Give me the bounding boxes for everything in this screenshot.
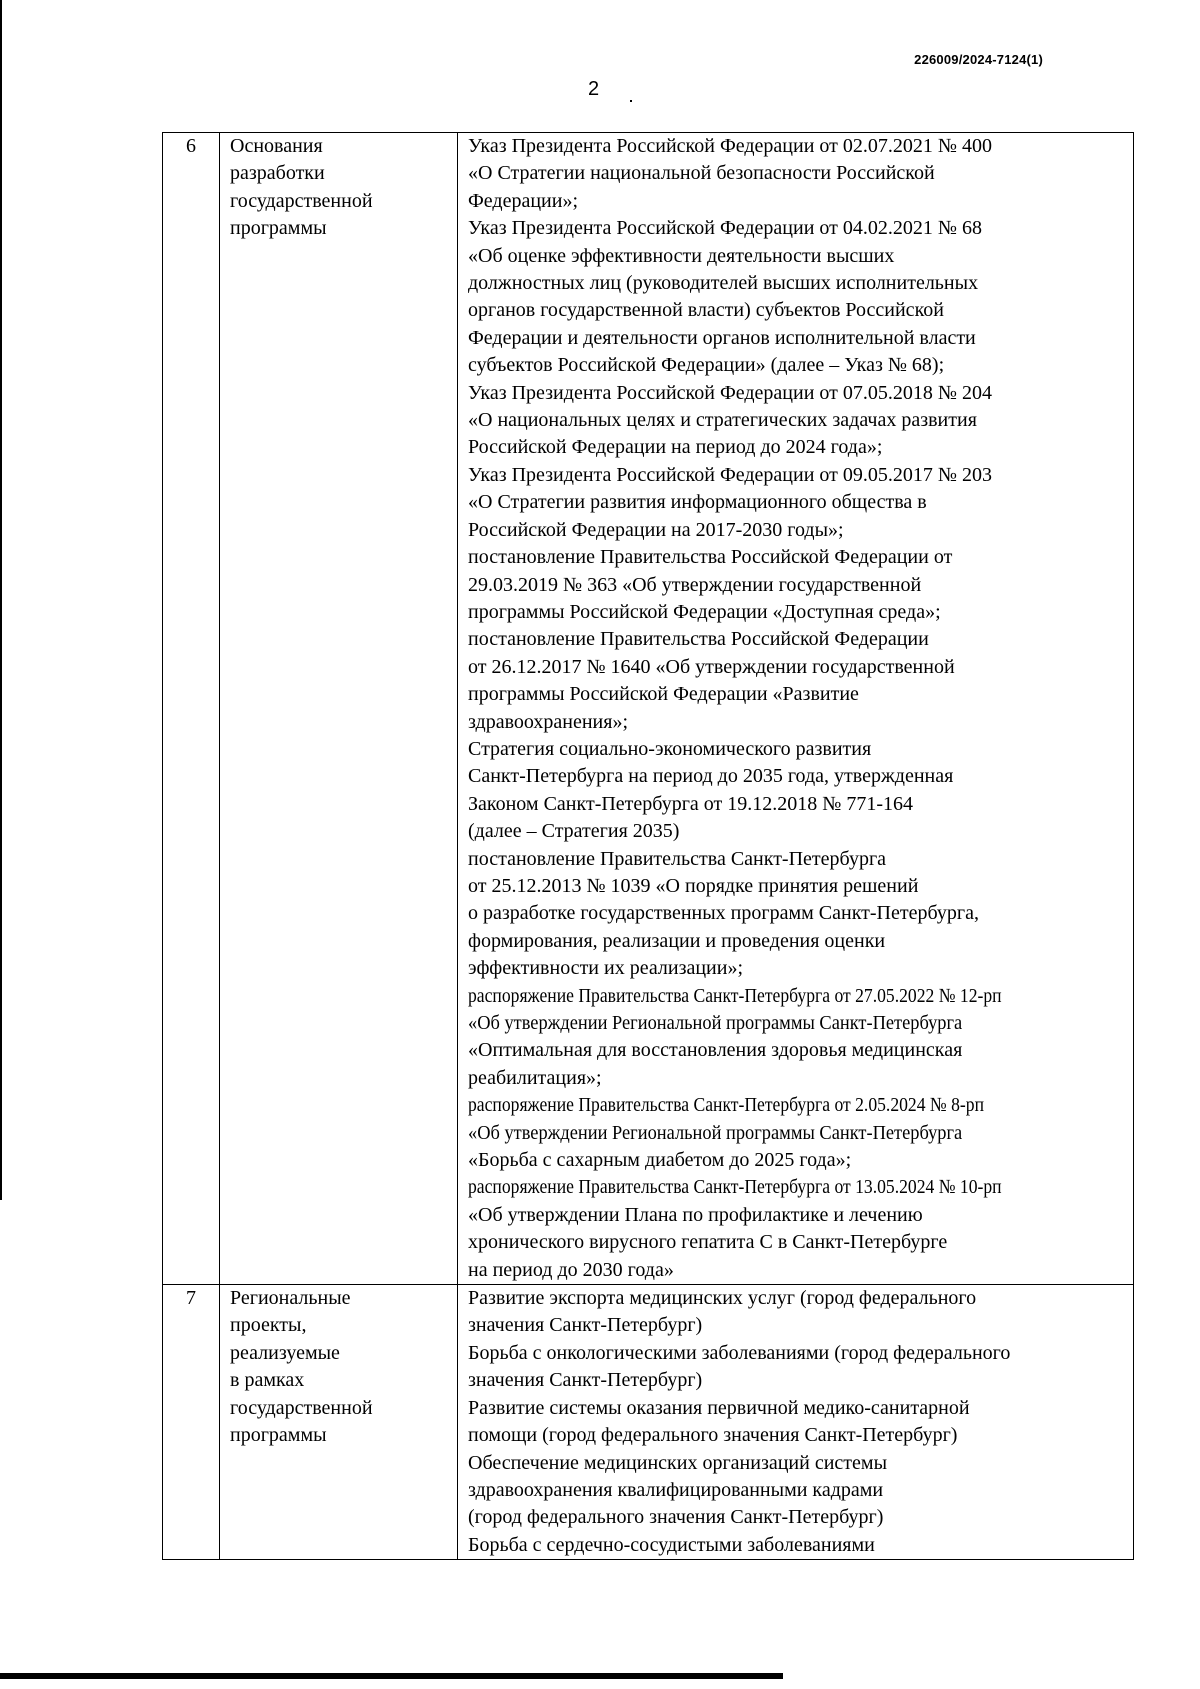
program-passport-table <box>162 132 1134 1560</box>
document-id: 226009/2024-7124(1) <box>914 52 1043 67</box>
content-line: Борьба с онкологическими заболеваниями (город федерального <box>468 1341 1011 1364</box>
content-line: «О Стратегии развития информационного общества в <box>468 491 927 514</box>
content-line: о разработке государственных программ Санкт-Петербурга, <box>468 902 979 925</box>
content-line: Развитие системы оказания первичной медико-санитарной <box>468 1396 970 1419</box>
content-line: здравоохранения квалифицированными кадрами <box>468 1478 884 1501</box>
scan-edge-bottom <box>0 1673 783 1679</box>
content-line: значения Санкт-Петербург) <box>468 1369 703 1392</box>
content-line: значения Санкт-Петербург) <box>468 1314 703 1337</box>
content-line: программы Российской Федерации «Развитие <box>468 683 859 706</box>
content-line: «Об утверждении Региональной программы Санкт-Петербурга <box>468 1121 963 1144</box>
content-line: распоряжение Правительства Санкт-Петербурга от 27.05.2022 № 12-рп <box>468 984 1002 1007</box>
content-line: постановление Правительства Санкт-Петербурга <box>468 847 887 870</box>
content-line: Указ Президента Российской Федерации от 07.05.2018 № 204 <box>468 381 992 404</box>
content-line: «Об оценке эффективности деятельности высших <box>468 244 895 267</box>
content-line: программы Российской Федерации «Доступная среда»; <box>468 600 941 623</box>
content-line: от 25.12.2013 № 1039 «О порядке принятия решений <box>468 874 919 897</box>
content-line: Законом Санкт-Петербурга от 19.12.2018 № 771-164 <box>468 792 913 815</box>
content-line: Федерации»; <box>468 189 579 212</box>
row-name-line: разработки <box>230 162 325 185</box>
content-line: должностных лиц (руководителей высших исполнительных <box>468 272 979 295</box>
content-line: Развитие экспорта медицинских услуг (город федерального <box>468 1287 977 1310</box>
content-line: распоряжение Правительства Санкт-Петербурга от 2.05.2024 № 8-рп <box>468 1094 984 1117</box>
content-line: органов государственной власти) субъектов Российской <box>468 299 944 322</box>
row-name-line: государственной <box>230 1396 373 1419</box>
content-line: «Оптимальная для восстановления здоровья медицинская <box>468 1039 963 1062</box>
content-line: «Об утверждении Региональной программы Санкт-Петербурга <box>468 1012 963 1034</box>
table-row <box>163 133 1134 1285</box>
content-line: формирования, реализации и проведения оценки <box>468 929 886 952</box>
row-name-line: Региональные <box>230 1287 351 1310</box>
content-line: реабилитация»; <box>468 1066 602 1089</box>
content-line: постановление Правительства Российской Федерации <box>468 628 929 651</box>
row-name-line: проекты, <box>230 1314 307 1337</box>
content-line: Федерации и деятельности органов исполнительной власти <box>468 326 976 349</box>
content-line: (город федерального значения Санкт-Петербург) <box>468 1506 884 1529</box>
page-number: 2 <box>588 78 600 100</box>
row-number: 6 <box>163 133 220 1285</box>
content-line: Российской Федерации на 2017-2030 годы»; <box>468 518 844 541</box>
row-name-line: Основания <box>230 135 323 157</box>
content-line: Российской Федерации на период до 2024 года»; <box>468 436 883 459</box>
content-line: «О Стратегии национальной безопасности Российской <box>468 162 935 185</box>
content-line: Борьба с сердечно-сосудистыми заболеваниями <box>468 1533 875 1556</box>
content-line: распоряжение Правительства Санкт-Петербурга от 13.05.2024 № 10-рп <box>468 1176 1002 1199</box>
row-name-line: программы <box>230 217 327 240</box>
content-line: Обеспечение медицинских организаций системы <box>468 1451 888 1474</box>
row-content-cell <box>458 133 1134 1285</box>
row-name-line: реализуемые <box>230 1341 340 1364</box>
content-line: Санкт-Петербурга на период до 2035 года, утвержденная <box>468 765 954 788</box>
page-mark-dot <box>630 100 632 102</box>
content-line: (далее – Стратегия 2035) <box>468 820 680 843</box>
content-line: от 26.12.2017 № 1640 «Об утверждении государственной <box>468 655 955 678</box>
row-name-cell <box>220 1285 458 1560</box>
content-line: здравоохранения»; <box>468 710 629 733</box>
content-line: «Борьба с сахарным диабетом до 2025 года»; <box>468 1149 852 1172</box>
row-name-cell <box>220 133 458 1285</box>
content-line: Стратегия социально-экономического развития <box>468 737 872 760</box>
row-name-line: программы <box>230 1424 327 1447</box>
content-line: субъектов Российской Федерации» (далее – Указ № 68); <box>468 354 945 377</box>
content-line: Указ Президента Российской Федерации от 04.02.2021 № 68 <box>468 217 982 240</box>
content-line: «О национальных целях и стратегических задачах развития <box>468 409 977 432</box>
row-name-line: в рамках <box>230 1369 305 1392</box>
content-line: Указ Президента Российской Федерации от 02.07.2021 № 400 <box>468 135 992 157</box>
table-row <box>163 1285 1134 1560</box>
row-name-line: государственной <box>230 189 373 212</box>
content-line: помощи (город федерального значения Санкт-Петербург) <box>468 1424 958 1447</box>
scan-edge-left <box>0 0 2 1200</box>
row-content-cell <box>458 1285 1134 1560</box>
content-line: хронического вирусного гепатита С в Санкт-Петербурге <box>468 1231 948 1254</box>
content-line: эффективности их реализации»; <box>468 957 744 980</box>
content-line: «Об утверждении Плана по профилактике и лечению <box>468 1203 923 1226</box>
content-line: на период до 2030 года» <box>468 1258 674 1281</box>
row-number: 7 <box>163 1285 220 1560</box>
content-line: постановление Правительства Российской Федерации от <box>468 546 953 569</box>
content-line: Указ Президента Российской Федерации от 09.05.2017 № 203 <box>468 463 992 486</box>
content-line: 29.03.2019 № 363 «Об утверждении государственной <box>468 573 922 596</box>
